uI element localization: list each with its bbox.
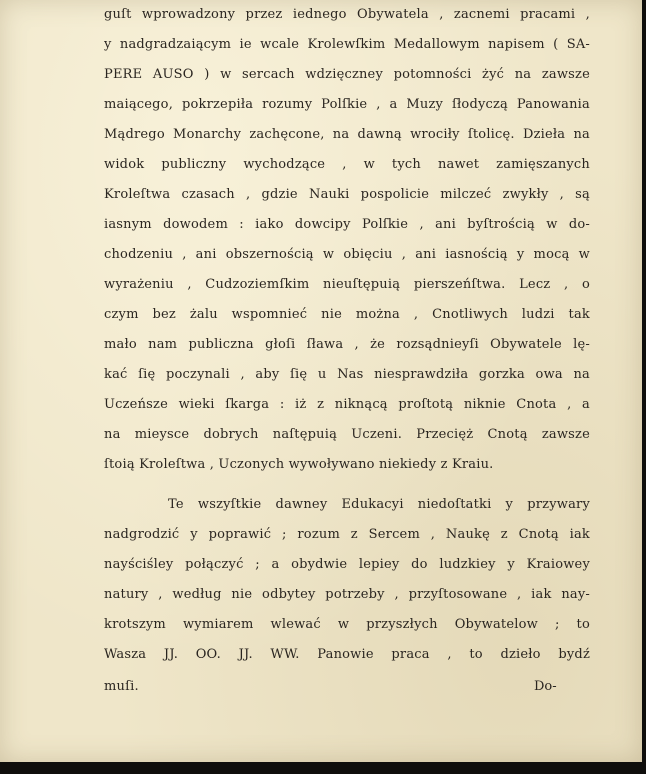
text-line: na mieysce dobrych naſtępuią Uczeni. Przecięż Cnotą zawsze [104,427,590,442]
text-line: PERE AUSO ) w sercach wdzięczney potomności żyć na zawsze [104,67,590,82]
text-line: y nadgradzaiącym ie wcale Krolewſkim Medallowym napisem ( SA- [104,37,590,52]
text-line: guſt wprowadzony przez iednego Obywatela , zacnemi pracami , [104,7,590,22]
text-line: Uczeńsze wieki ſkarga : iż z niknącą proſtotą niknie Cnota , a [104,397,590,412]
catchword: Do- [534,679,557,694]
text-line: natury , według nie odbytey potrzeby , przyſtosowane , iak nay- [104,587,590,602]
text-line: muſi. [104,679,139,694]
text-line: nadgrodzić y poprawić ; rozum z Sercem , Naukę z Cnotą iak [104,527,590,542]
text-line: wyrażeniu , Cudzoziemſkim nieuſtępuią pierszeńſtwa. Lecz , o [104,277,590,292]
text-line: iasnym dowodem : iako dowcipy Polſkie , ani byſtrością w do- [104,217,590,232]
text-line: Wasza JJ. OO. JJ. WW. Panowie praca , to dzieło bydź [104,647,590,662]
text-line: nayściśley połączyć ; a obydwie lepiey do ludzkiey y Kraiowey [104,557,590,572]
text-line: czym bez żalu wspomnieć nie można , Cnotliwych ludzi tak [104,307,590,322]
scan-bottom-border [0,762,646,774]
text-line: chodzeniu , ani obszernością w obięciu , ani iasnością y mocą w [104,247,590,262]
text-line: Mądrego Monarchy zachęcone, na dawną wrociły ſtolicę. Dzieła na [104,127,590,142]
text-line: maiącego, pokrzepiła rozumy Polſkie , a Muzy ſłodyczą Panowania [104,97,590,112]
text-line: ſtoią Kroleſtwa , Uczonych wywoływano niekiedy z Kraiu. [104,457,494,472]
text-line: Te wszyſtkie dawney Edukacyi niedoſtatki y przywary [168,497,590,512]
text-line: krotszym wymiarem wlewać w przyszłych Obywatelow ; to [104,617,590,632]
text-line: mało nam publiczna głoſi ſława , że rozsądnieyſi Obywatele lę- [104,337,590,352]
text-line: Kroleſtwa czasach , gdzie Nauki pospolicie milczeć zwykły , są [104,187,590,202]
scan-right-border [642,0,646,774]
text-line: widok publiczny wychodzące , w tych nawet zamięszanych [104,157,590,172]
text-line: kać ſię poczynali , aby ſię u Nas niesprawdziła gorzka owa na [104,367,590,382]
